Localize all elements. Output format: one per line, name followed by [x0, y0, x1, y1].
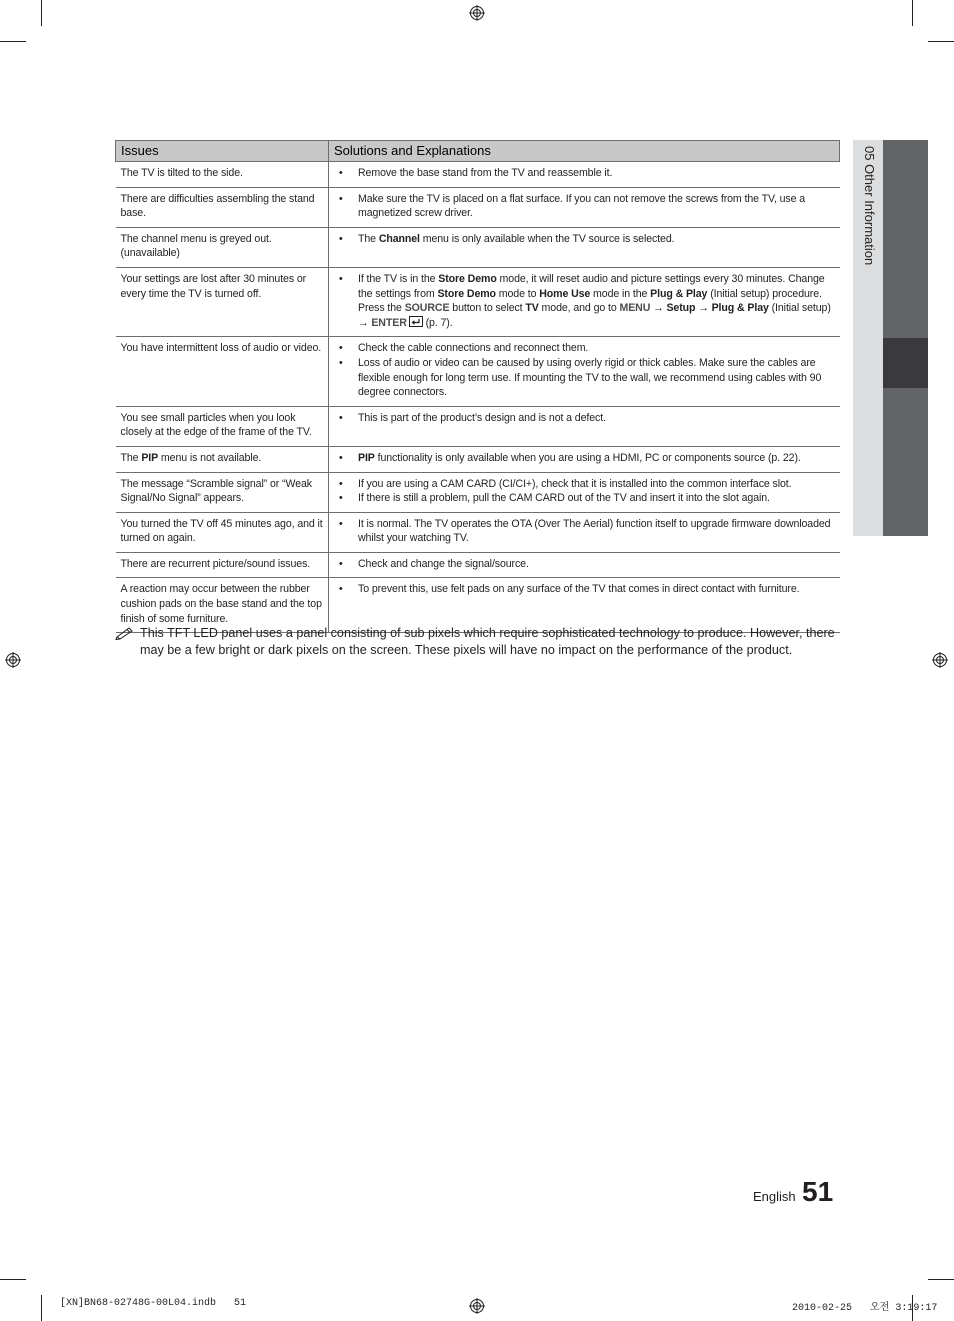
crop-mark — [0, 1279, 26, 1280]
menu-keyword: Channel — [378, 232, 420, 245]
troubleshooting-table — [115, 140, 840, 633]
table-row — [116, 227, 840, 267]
solution-item: • If you are using a CAM CARD (CI/CI+), check that it is installed into the common interface slot. — [334, 477, 835, 492]
table-row — [116, 472, 840, 512]
text-run: (Initial setup) → — [358, 302, 831, 329]
print-slug-file: [XN]BN68-02748G-00L04.indb 51 — [60, 1298, 247, 1309]
issue-cell: The channel menu is greyed out. (unavailable) — [116, 227, 329, 267]
issue-cell: The message “Scramble signal” or “Weak Signal/No Signal” appears. — [116, 472, 329, 512]
note-block — [115, 625, 835, 660]
menu-keyword: TV — [525, 302, 539, 315]
issue-cell: There are recurrent picture/sound issues. — [116, 552, 329, 578]
solution-item — [334, 451, 835, 466]
registration-mark-icon — [932, 652, 948, 668]
solution-item: • It is normal. The TV operates the OTA (Over The Aerial) function itself to upgrade firmware downloaded whilst your watching TV. — [334, 517, 835, 546]
solution-item: • Loss of audio or video can be caused by using overly rigid or thick cables. Make sure the cables are flexible enough for long term use. If mounting the TV to the wall, we recommend using cables with 90 degree connectors. — [334, 356, 835, 400]
crop-mark — [41, 0, 42, 26]
solution-item: • If there is still a problem, pull the CAM CARD out of the TV and insert it into the slot again. — [334, 491, 835, 506]
solution-item — [334, 232, 835, 247]
table-row — [116, 512, 840, 552]
text-run: → — [695, 302, 712, 315]
text-run: menu is only available when the TV source is selected. — [419, 232, 675, 245]
pencil-icon — [115, 626, 135, 640]
note-text: This TFT LED panel uses a panel consisting of sub pixels which require sophisticated technology to produce. However, there may be a few bright or dark pixels on the screen. These pixels will have no impact on the performance of the product. — [140, 626, 835, 658]
side-tab-active-marker — [883, 338, 928, 388]
issue-cell: The TV is tilted to the side. — [116, 162, 329, 188]
crop-mark — [928, 1279, 954, 1280]
text-run: → — [650, 302, 667, 315]
enter-key-icon — [409, 316, 423, 327]
solution-cell — [329, 552, 840, 578]
button-keyword: MENU — [619, 302, 651, 315]
menu-keyword: Store Demo — [438, 272, 497, 285]
text-run: functionality is only available when you are using a HDMI, PC or components source (p. 22). — [374, 451, 801, 464]
solution-cell — [329, 227, 840, 267]
issue-cell: You turned the TV off 45 minutes ago, and it turned on again. — [116, 512, 329, 552]
text-run: mode to — [495, 287, 540, 300]
issue-cell: You see small particles when you look closely at the edge of the frame of the TV. — [116, 406, 329, 446]
solution-item: • Check the cable connections and reconnect them. — [334, 341, 835, 356]
solution-item: • Remove the base stand from the TV and reassemble it. — [334, 166, 835, 181]
button-keyword: SOURCE — [404, 302, 450, 315]
solution-cell — [329, 512, 840, 552]
side-tab-label-text: 05 Other Information — [862, 146, 877, 266]
text-run: The — [358, 232, 379, 245]
issue-cell: A reaction may occur between the rubber cushion pads on the base stand and the top finish of some furniture. — [116, 578, 329, 633]
footer-language: English — [753, 1189, 796, 1204]
table-row — [116, 552, 840, 578]
text-run: (p. 7). — [422, 316, 453, 329]
crop-mark — [0, 41, 26, 42]
side-tab-label — [859, 146, 877, 346]
table-row — [116, 446, 840, 472]
issue-cell: Your settings are lost after 30 minutes or every time the TV is turned off. — [116, 267, 329, 336]
text-run: menu is not available. — [158, 451, 262, 464]
header-issues: Issues — [116, 141, 329, 162]
registration-mark-icon — [469, 5, 485, 21]
solution-cell — [329, 472, 840, 512]
button-keyword: ENTER — [371, 316, 407, 329]
solution-cell — [329, 267, 840, 336]
menu-keyword: PIP — [141, 451, 159, 464]
solution-item: • This is part of the product’s design and is not a defect. — [334, 411, 835, 426]
crop-mark — [41, 1295, 42, 1321]
table-header-row — [116, 141, 840, 162]
registration-mark-icon — [469, 1298, 485, 1314]
table-row — [116, 267, 840, 336]
issue-cell: There are difficulties assembling the stand base. — [116, 187, 329, 227]
solution-cell — [329, 162, 840, 188]
table-row — [116, 337, 840, 406]
text-run: The — [120, 451, 142, 464]
text-run: If the TV is in the — [358, 272, 439, 285]
solution-cell — [329, 337, 840, 406]
menu-keyword: Plug & Play — [650, 287, 708, 300]
text-run: (Initial setup) procedure. Press the — [358, 287, 822, 315]
table-row — [116, 162, 840, 188]
registration-mark-icon — [5, 652, 21, 668]
solution-item: • Check and change the signal/source. — [334, 557, 835, 572]
issue-cell — [116, 446, 329, 472]
crop-mark — [928, 41, 954, 42]
crop-mark — [912, 0, 913, 26]
issue-cell: You have intermittent loss of audio or video. — [116, 337, 329, 406]
text-run: mode, it will reset audio and picture settings every 30 minutes. Change the settings from — [358, 272, 825, 300]
table-row — [116, 406, 840, 446]
print-slug-date: 2010-02-25 오전 3:19:17 — [792, 1303, 938, 1314]
solution-cell — [329, 187, 840, 227]
solution-item: • To prevent this, use felt pads on any surface of the TV that comes in direct contact with furniture. — [334, 582, 835, 597]
solution-item: • Make sure the TV is placed on a flat surface. If you can not remove the screws from the TV, use a magnetized screw driver. — [334, 192, 835, 221]
header-solutions: Solutions and Explanations — [329, 141, 840, 162]
solution-cell — [329, 446, 840, 472]
text-run: mode in the — [590, 287, 651, 300]
menu-keyword: PIP — [358, 451, 375, 464]
solution-item — [334, 272, 835, 330]
solution-cell — [329, 406, 840, 446]
table-row — [116, 187, 840, 227]
menu-keyword: Plug & Play — [711, 302, 769, 315]
menu-keyword: Store Demo — [437, 287, 496, 300]
page-number: 51 — [802, 1176, 834, 1207]
text-run: button to select — [449, 302, 526, 315]
menu-keyword: Home Use — [539, 287, 591, 300]
menu-keyword: Setup — [666, 302, 696, 315]
text-run: mode, and go to — [538, 302, 620, 315]
